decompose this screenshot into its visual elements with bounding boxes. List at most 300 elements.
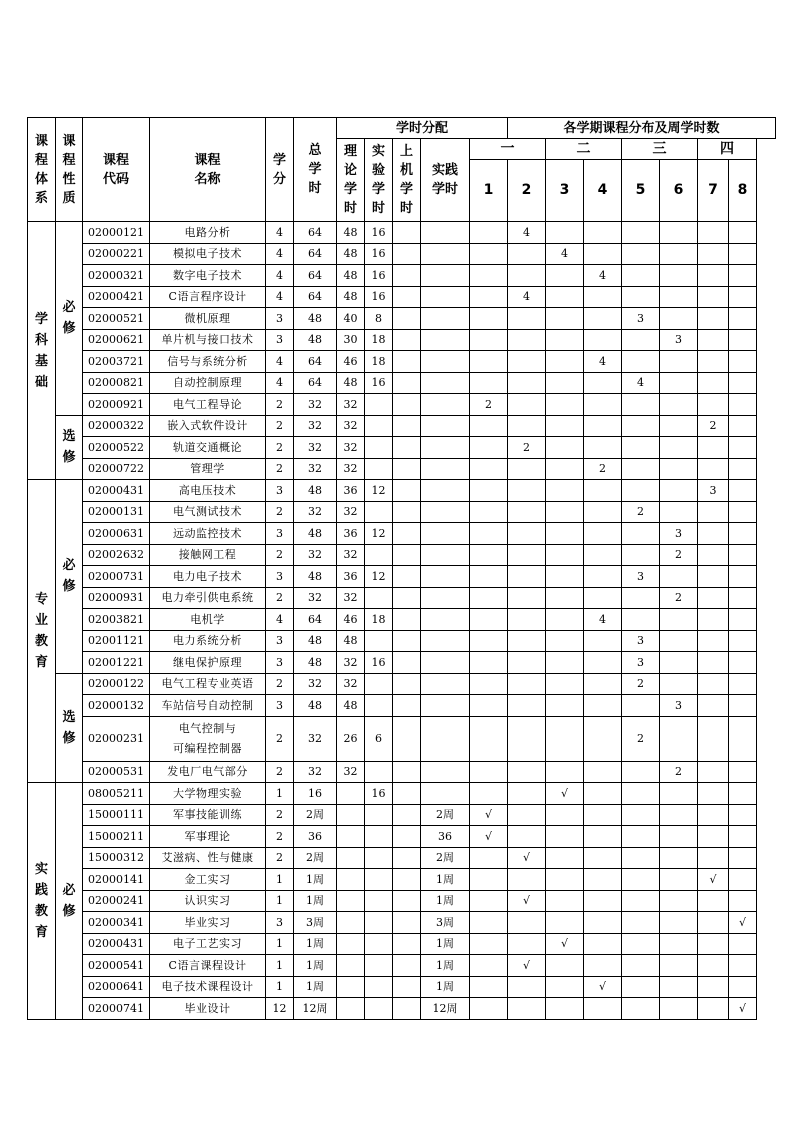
course-nature-cell: 必 修: [56, 783, 83, 1020]
term-4-cell: [584, 372, 622, 394]
course-total-cell: 64: [294, 243, 337, 265]
course-code-cell: 02000931: [83, 587, 150, 609]
table-row: [28, 523, 776, 545]
term-8-cell: [729, 587, 757, 609]
course-theory-cell: 36: [337, 480, 365, 502]
term-5-cell: [622, 783, 660, 805]
course-theory-cell: 32: [337, 394, 365, 416]
course-total-cell: 64: [294, 265, 337, 287]
course-total-cell: 48: [294, 630, 337, 652]
term-1-cell: [470, 265, 508, 287]
term-4-cell: [584, 243, 622, 265]
course-code-cell: 02000131: [83, 501, 150, 523]
course-theory-cell: [337, 783, 365, 805]
course-code-cell: 02000531: [83, 761, 150, 783]
term-4-cell: 4: [584, 351, 622, 373]
term-8-cell: [729, 501, 757, 523]
course-total-cell: 1周: [294, 976, 337, 998]
course-practice-cell: [421, 673, 470, 695]
course-theory-cell: 36: [337, 566, 365, 588]
term-8-cell: [729, 609, 757, 631]
course-practice-cell: [421, 329, 470, 351]
course-practice-cell: 1周: [421, 976, 470, 998]
term-6-cell: [660, 480, 698, 502]
course-name-cell: 电力牵引供电系统: [150, 587, 266, 609]
term-4-cell: [584, 761, 622, 783]
course-total-cell: 3周: [294, 912, 337, 934]
term-5-cell: [622, 695, 660, 717]
table-row: [28, 243, 776, 265]
course-theory-cell: [337, 955, 365, 977]
term-7-cell: [698, 783, 729, 805]
term-2-cell: [508, 804, 546, 826]
table-row: [28, 976, 776, 998]
course-total-cell: 36: [294, 826, 337, 848]
course-total-cell: 2周: [294, 847, 337, 869]
term-6-cell: 2: [660, 761, 698, 783]
header-term-2: 2: [508, 160, 546, 222]
term-5-cell: [622, 804, 660, 826]
term-4-cell: [584, 826, 622, 848]
course-computer-cell: [393, 437, 421, 459]
term-8-cell: [729, 458, 757, 480]
term-8-cell: [729, 869, 757, 891]
course-lab-cell: 16: [365, 265, 393, 287]
term-4-cell: [584, 415, 622, 437]
course-name-cell: 毕业实习: [150, 912, 266, 934]
course-computer-cell: [393, 955, 421, 977]
table-row: [28, 458, 776, 480]
course-lab-cell: [365, 998, 393, 1020]
term-6-cell: [660, 243, 698, 265]
course-practice-cell: [421, 695, 470, 717]
header-lab-hours: 实 验 学 时: [365, 139, 393, 222]
term-2-cell: [508, 716, 546, 761]
term-4-cell: [584, 544, 622, 566]
course-credit-cell: 4: [266, 222, 294, 244]
course-name-cell: 轨道交通概论: [150, 437, 266, 459]
course-total-cell: 32: [294, 437, 337, 459]
course-lab-cell: 16: [365, 222, 393, 244]
term-3-cell: [546, 351, 584, 373]
term-4-cell: [584, 804, 622, 826]
term-1-cell: [470, 716, 508, 761]
course-theory-cell: 40: [337, 308, 365, 330]
course-code-cell: 15000312: [83, 847, 150, 869]
term-7-cell: [698, 243, 729, 265]
course-total-cell: 48: [294, 329, 337, 351]
header-year-4: 四: [698, 139, 757, 160]
course-computer-cell: [393, 890, 421, 912]
term-8-cell: [729, 783, 757, 805]
term-1-cell: [470, 847, 508, 869]
course-theory-cell: 48: [337, 630, 365, 652]
table-row: [28, 761, 776, 783]
course-practice-cell: 2周: [421, 847, 470, 869]
term-8-cell: [729, 695, 757, 717]
term-2-cell: [508, 652, 546, 674]
table-row: [28, 501, 776, 523]
course-lab-cell: 12: [365, 523, 393, 545]
term-1-cell: [470, 976, 508, 998]
course-credit-cell: 4: [266, 243, 294, 265]
term-6-cell: 3: [660, 523, 698, 545]
course-name-cell: 信号与系统分析: [150, 351, 266, 373]
term-2-cell: [508, 912, 546, 934]
term-7-cell: [698, 566, 729, 588]
term-8-cell: [729, 804, 757, 826]
term-1-cell: [470, 630, 508, 652]
term-3-cell: [546, 826, 584, 848]
table-row: [28, 652, 776, 674]
course-computer-cell: [393, 329, 421, 351]
curriculum-table: [27, 117, 776, 1020]
term-8-cell: [729, 394, 757, 416]
term-3-cell: [546, 329, 584, 351]
course-total-cell: 32: [294, 587, 337, 609]
course-theory-cell: 32: [337, 415, 365, 437]
term-7-cell: [698, 544, 729, 566]
term-1-cell: [470, 869, 508, 891]
course-credit-cell: 2: [266, 437, 294, 459]
course-lab-cell: 12: [365, 566, 393, 588]
course-total-cell: 48: [294, 308, 337, 330]
term-8-cell: [729, 480, 757, 502]
term-2-cell: [508, 394, 546, 416]
term-8-cell: [729, 716, 757, 761]
term-8-cell: √: [729, 912, 757, 934]
course-lab-cell: [365, 587, 393, 609]
course-practice-cell: [421, 351, 470, 373]
header-hours-allocation: 学时分配: [337, 118, 508, 139]
term-4-cell: [584, 673, 622, 695]
term-4-cell: [584, 308, 622, 330]
term-6-cell: [660, 458, 698, 480]
term-5-cell: [622, 847, 660, 869]
term-1-cell: [470, 544, 508, 566]
header-practice-hours: 实践 学时: [421, 139, 470, 222]
term-5-cell: [622, 609, 660, 631]
course-practice-cell: [421, 716, 470, 761]
course-total-cell: 48: [294, 566, 337, 588]
term-6-cell: [660, 566, 698, 588]
term-3-cell: [546, 566, 584, 588]
course-computer-cell: [393, 222, 421, 244]
course-code-cell: 02000421: [83, 286, 150, 308]
course-code-cell: 15000111: [83, 804, 150, 826]
course-credit-cell: 3: [266, 308, 294, 330]
term-1-cell: [470, 912, 508, 934]
term-2-cell: √: [508, 847, 546, 869]
course-practice-cell: 2周: [421, 804, 470, 826]
term-8-cell: [729, 243, 757, 265]
course-name-cell: [150, 716, 266, 761]
term-8-cell: [729, 673, 757, 695]
term-2-cell: [508, 308, 546, 330]
course-computer-cell: [393, 695, 421, 717]
course-name-cell: 电气工程导论: [150, 394, 266, 416]
term-7-cell: 3: [698, 480, 729, 502]
course-lab-cell: [365, 695, 393, 717]
course-credit-cell: 1: [266, 955, 294, 977]
term-2-cell: [508, 523, 546, 545]
term-8-cell: [729, 955, 757, 977]
term-7-cell: [698, 630, 729, 652]
course-lab-cell: [365, 501, 393, 523]
term-2-cell: [508, 544, 546, 566]
course-name-cell: 金工实习: [150, 869, 266, 891]
course-computer-cell: [393, 847, 421, 869]
term-8-cell: [729, 761, 757, 783]
course-theory-cell: 46: [337, 351, 365, 373]
term-6-cell: [660, 673, 698, 695]
term-1-cell: [470, 587, 508, 609]
course-practice-cell: [421, 243, 470, 265]
term-5-cell: [622, 523, 660, 545]
term-6-cell: [660, 716, 698, 761]
term-5-cell: [622, 912, 660, 934]
term-3-cell: [546, 716, 584, 761]
course-name-cell: 毕业设计: [150, 998, 266, 1020]
term-4-cell: [584, 329, 622, 351]
course-nature-cell: 必 修: [56, 222, 83, 416]
term-2-cell: √: [508, 955, 546, 977]
course-computer-cell: [393, 566, 421, 588]
term-6-cell: [660, 308, 698, 330]
term-2-cell: [508, 933, 546, 955]
course-name-line-2: 可编程控制器: [173, 741, 242, 755]
table-row: [28, 351, 776, 373]
term-7-cell: [698, 286, 729, 308]
course-lab-cell: 6: [365, 716, 393, 761]
table-row: [28, 437, 776, 459]
term-4-cell: [584, 652, 622, 674]
term-3-cell: [546, 458, 584, 480]
course-lab-cell: [365, 869, 393, 891]
course-lab-cell: 16: [365, 783, 393, 805]
course-lab-cell: [365, 544, 393, 566]
course-name-cell: C语言课程设计: [150, 955, 266, 977]
course-code-cell: 02000121: [83, 222, 150, 244]
header-term-1: 1: [470, 160, 508, 222]
term-6-cell: 2: [660, 587, 698, 609]
table-row: [28, 869, 776, 891]
term-5-cell: [622, 394, 660, 416]
course-credit-cell: 3: [266, 695, 294, 717]
course-credit-cell: 4: [266, 609, 294, 631]
term-4-cell: [584, 501, 622, 523]
term-4-cell: [584, 716, 622, 761]
course-code-cell: 02000821: [83, 372, 150, 394]
term-2-cell: [508, 372, 546, 394]
term-3-cell: [546, 372, 584, 394]
term-2-cell: [508, 351, 546, 373]
term-6-cell: [660, 630, 698, 652]
course-code-cell: 02000241: [83, 890, 150, 912]
term-2-cell: [508, 998, 546, 1020]
term-5-cell: [622, 998, 660, 1020]
course-total-cell: 64: [294, 609, 337, 631]
course-theory-cell: 26: [337, 716, 365, 761]
course-credit-cell: 2: [266, 761, 294, 783]
term-1-cell: [470, 652, 508, 674]
course-lab-cell: [365, 826, 393, 848]
term-5-cell: 3: [622, 566, 660, 588]
term-5-cell: [622, 265, 660, 287]
course-practice-cell: [421, 415, 470, 437]
term-4-cell: [584, 480, 622, 502]
course-lab-cell: 16: [365, 372, 393, 394]
term-8-cell: [729, 308, 757, 330]
term-1-cell: [470, 243, 508, 265]
term-3-cell: [546, 847, 584, 869]
course-total-cell: 1周: [294, 955, 337, 977]
table-row: [28, 222, 776, 244]
course-credit-cell: 1: [266, 933, 294, 955]
header-year-3: 三: [622, 139, 698, 160]
course-name-cell: 数字电子技术: [150, 265, 266, 287]
term-3-cell: [546, 286, 584, 308]
course-theory-cell: 48: [337, 243, 365, 265]
term-3-cell: [546, 501, 584, 523]
term-7-cell: [698, 847, 729, 869]
term-5-cell: [622, 976, 660, 998]
course-name-cell: 电路分析: [150, 222, 266, 244]
course-name-cell: 军事理论: [150, 826, 266, 848]
course-code-cell: 02000521: [83, 308, 150, 330]
term-1-cell: √: [470, 804, 508, 826]
term-7-cell: [698, 458, 729, 480]
course-practice-cell: [421, 587, 470, 609]
table-row: [28, 480, 776, 502]
term-5-cell: [622, 329, 660, 351]
term-5-cell: 2: [622, 673, 660, 695]
term-3-cell: [546, 523, 584, 545]
term-1-cell: [470, 415, 508, 437]
course-computer-cell: [393, 673, 421, 695]
term-2-cell: [508, 630, 546, 652]
term-4-cell: [584, 912, 622, 934]
course-name-cell: 认识实习: [150, 890, 266, 912]
term-6-cell: [660, 976, 698, 998]
course-credit-cell: 2: [266, 458, 294, 480]
term-6-cell: [660, 222, 698, 244]
term-2-cell: [508, 976, 546, 998]
table-row: [28, 890, 776, 912]
course-code-cell: 02000722: [83, 458, 150, 480]
term-5-cell: [622, 351, 660, 373]
table-row: [28, 630, 776, 652]
term-5-cell: 3: [622, 652, 660, 674]
course-credit-cell: 4: [266, 265, 294, 287]
table-row: [28, 587, 776, 609]
course-code-cell: 02000631: [83, 523, 150, 545]
course-lab-cell: [365, 912, 393, 934]
course-code-cell: 15000211: [83, 826, 150, 848]
course-name-cell: 远动监控技术: [150, 523, 266, 545]
course-name-cell: 嵌入式软件设计: [150, 415, 266, 437]
term-7-cell: [698, 761, 729, 783]
term-8-cell: [729, 544, 757, 566]
course-lab-cell: [365, 437, 393, 459]
course-name-cell: 电气工程专业英语: [150, 673, 266, 695]
term-5-cell: [622, 890, 660, 912]
term-2-cell: [508, 673, 546, 695]
course-computer-cell: [393, 415, 421, 437]
course-computer-cell: [393, 998, 421, 1020]
term-6-cell: [660, 351, 698, 373]
header-year-2: 二: [546, 139, 622, 160]
term-8-cell: [729, 652, 757, 674]
course-computer-cell: [393, 783, 421, 805]
course-total-cell: 32: [294, 716, 337, 761]
term-2-cell: [508, 761, 546, 783]
term-3-cell: [546, 437, 584, 459]
term-4-cell: [584, 587, 622, 609]
term-5-cell: 3: [622, 308, 660, 330]
course-total-cell: 48: [294, 523, 337, 545]
course-theory-cell: [337, 933, 365, 955]
course-name-cell: 军事技能训练: [150, 804, 266, 826]
course-practice-cell: [421, 394, 470, 416]
course-name-cell: 电子工艺实习: [150, 933, 266, 955]
course-code-cell: 02000541: [83, 955, 150, 977]
header-course-system: 课 程 体 系: [28, 118, 56, 222]
course-credit-cell: 3: [266, 912, 294, 934]
term-5-cell: [622, 243, 660, 265]
term-6-cell: [660, 955, 698, 977]
header-theory-hours: 理 论 学 时: [337, 139, 365, 222]
term-7-cell: [698, 673, 729, 695]
course-system-cell: 专 业 教 育: [28, 480, 56, 783]
term-8-cell: [729, 286, 757, 308]
term-5-cell: 4: [622, 372, 660, 394]
table-row: [28, 308, 776, 330]
table-row: [28, 265, 776, 287]
course-total-cell: 32: [294, 415, 337, 437]
term-2-cell: [508, 480, 546, 502]
term-3-cell: [546, 652, 584, 674]
course-system-cell: 实 践 教 育: [28, 783, 56, 1020]
term-1-cell: [470, 673, 508, 695]
course-name-cell: 单片机与接口技术: [150, 329, 266, 351]
course-practice-cell: [421, 630, 470, 652]
term-1-cell: [470, 458, 508, 480]
term-3-cell: [546, 415, 584, 437]
course-lab-cell: [365, 394, 393, 416]
course-practice-cell: [421, 566, 470, 588]
term-7-cell: [698, 652, 729, 674]
term-8-cell: [729, 566, 757, 588]
term-6-cell: 3: [660, 329, 698, 351]
table-row: [28, 783, 776, 805]
course-lab-cell: [365, 804, 393, 826]
term-6-cell: [660, 286, 698, 308]
course-practice-cell: [421, 222, 470, 244]
term-3-cell: [546, 222, 584, 244]
term-7-cell: [698, 695, 729, 717]
header-course-nature: 课 程 性 质: [56, 118, 83, 222]
term-8-cell: [729, 437, 757, 459]
course-total-cell: 32: [294, 544, 337, 566]
course-computer-cell: [393, 716, 421, 761]
term-8-cell: √: [729, 998, 757, 1020]
course-lab-cell: 16: [365, 286, 393, 308]
course-code-cell: 02000221: [83, 243, 150, 265]
course-theory-cell: 32: [337, 761, 365, 783]
term-1-cell: [470, 998, 508, 1020]
course-code-cell: 02000141: [83, 869, 150, 891]
